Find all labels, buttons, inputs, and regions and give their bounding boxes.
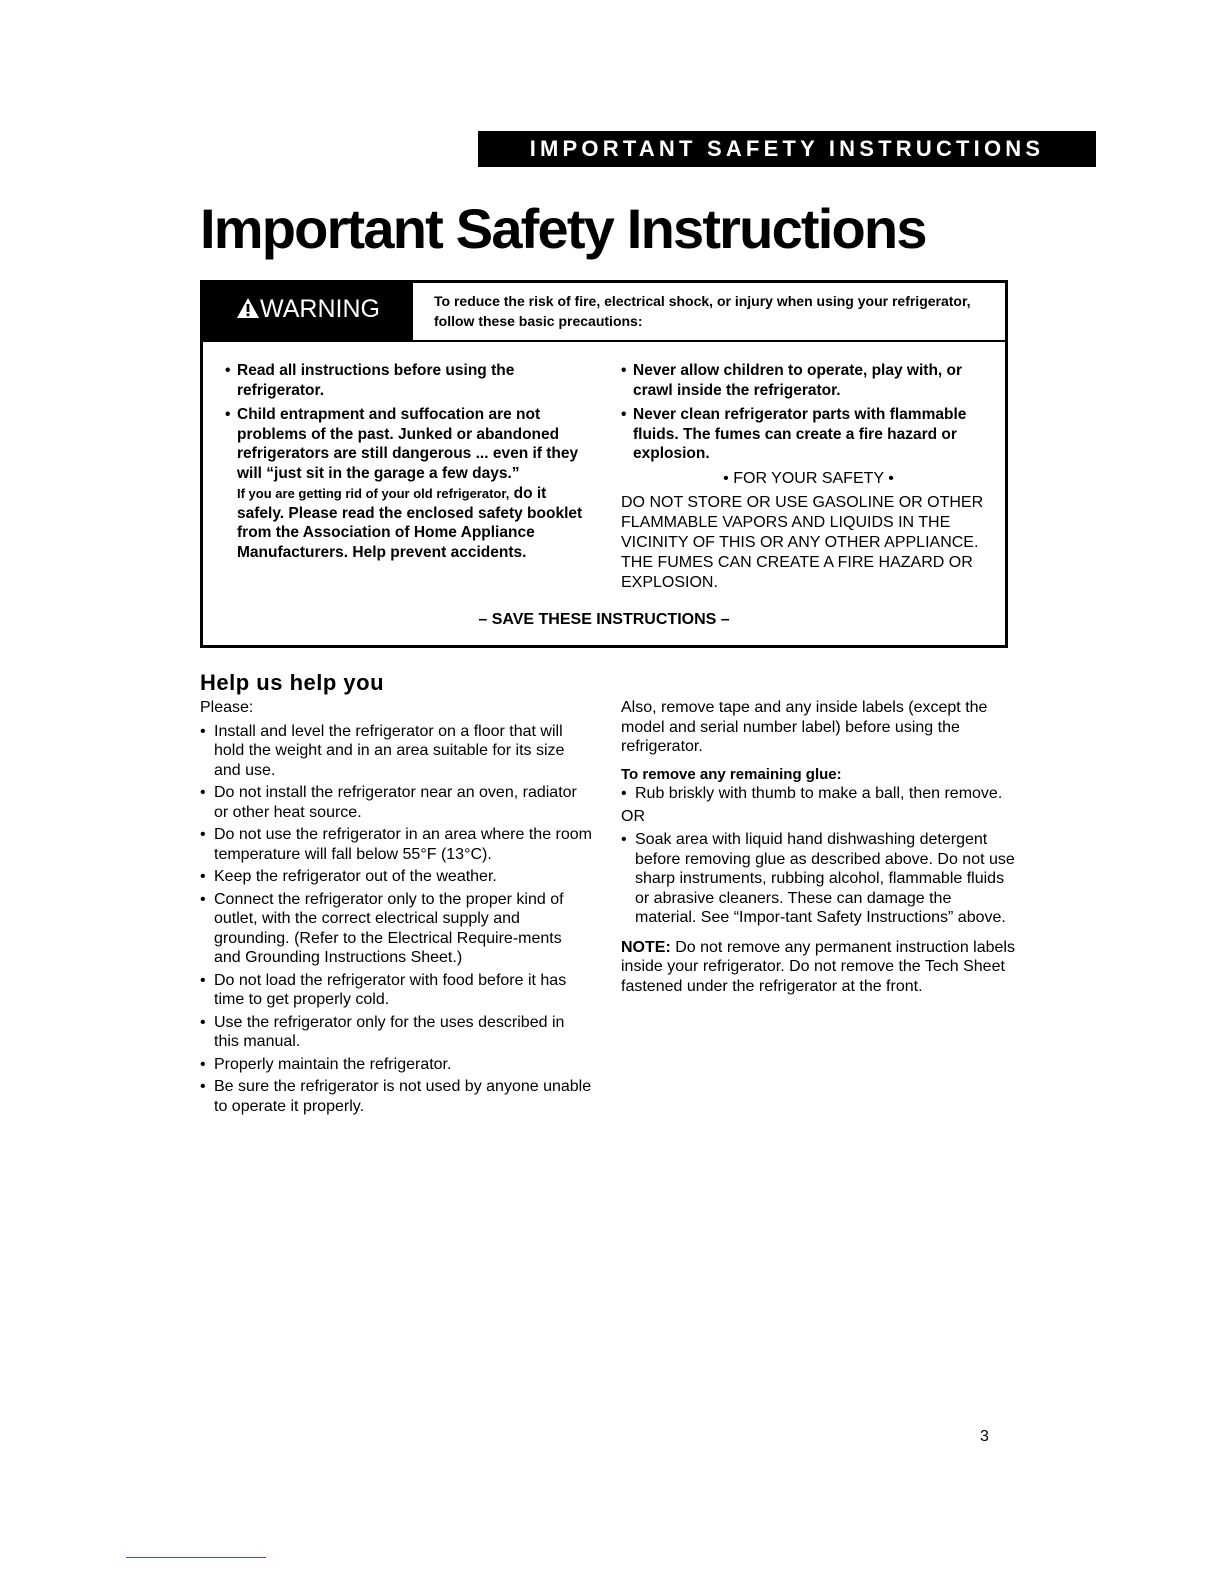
- list-item: • Soak area with liquid hand dishwashing detergent before removing glue as described above. Do not use sharp instruments, rubbing alcohol, flammable fluids or abrasive cleaners. These can damage the material. See “Impor-tant Safety Instructions” above.: [621, 830, 1016, 928]
- warning-item: • Read all instructions before using the refrigerator.: [225, 361, 595, 400]
- warning-label: [203, 283, 413, 340]
- help-left-column: [200, 698, 592, 1119]
- list-item: • Install and level the refrigerator on a floor that will hold the weight and in an area suitable for its size and use.: [200, 722, 592, 781]
- footer-rule: [126, 1557, 266, 1558]
- for-your-safety-heading: • FOR YOUR SAFETY •: [723, 469, 894, 487]
- list-item: • Keep the refrigerator out of the weather.: [200, 867, 592, 887]
- save-instructions: – SAVE THESE INSTRUCTIONS –: [478, 611, 730, 628]
- warning-intro: To reduce the risk of fire, electrical shock, or injury when using your refrigerator, follow these basic precautions:: [434, 293, 971, 329]
- note-paragraph: [621, 938, 1016, 997]
- warning-left-column: [225, 361, 595, 567]
- list-item: • Properly maintain the refrigerator.: [200, 1055, 592, 1075]
- warning-label-text: WARNING: [260, 295, 380, 323]
- section-header-bar: IMPORTANT SAFETY INSTRUCTIONS: [478, 131, 1096, 167]
- list-item: • Connect the refrigerator only to the proper kind of outlet, with the correct electrical supply and grounding. (Refer to the Electrical Require-ments and Grounding Instructions Sheet.): [200, 890, 592, 968]
- safety-warning-text: DO NOT STORE OR USE GASOLINE OR OTHER FLAMMABLE VAPORS AND LIQUIDS IN THE VICINITY OF THIS OR ANY OTHER APPLIANCE. THE FUMES CAN CREATE A FIRE HAZARD OR EXPLOSION.: [621, 493, 984, 591]
- help-right-column: [621, 698, 1016, 1000]
- warning-item: • Child entrapment and suffocation are not problems of the past. Junked or abandoned refrigerators are still dangerous ... even if they will “just sit in the garage a few days.” If you are getting rid of your old refrigerator, do it safely. Please read the enclosed safety booklet from the Association of Home Appliance Manufacturers. Help prevent accidents.: [225, 405, 595, 562]
- labels-paragraph: Also, remove tape and any inside labels (except the model and serial number label) before using the refrigerator.: [621, 699, 988, 755]
- note-label: NOTE:: [621, 938, 671, 956]
- warning-box: [200, 280, 1008, 648]
- glue-heading: To remove any remaining glue:: [621, 765, 842, 783]
- warning-right-column: [621, 361, 996, 593]
- warning-item: • Never allow children to operate, play with, or crawl inside the refrigerator.: [621, 361, 996, 400]
- list-item: • Do not load the refrigerator with food before it has time to get properly cold.: [200, 971, 592, 1010]
- list-item: • Do not install the refrigerator near an oven, radiator or other heat source.: [200, 783, 592, 822]
- list-item: • Do not use the refrigerator in an area where the room temperature will fall below 55°F (13°C).: [200, 825, 592, 864]
- list-item: • Rub briskly with thumb to make a ball, then remove.: [621, 784, 1016, 804]
- please-label: Please:: [200, 699, 254, 716]
- warning-header: [203, 283, 1005, 342]
- warning-item: • Never clean refrigerator parts with flammable fluids. The fumes can create a fire hazard or explosion.: [621, 405, 996, 464]
- list-item: • Use the refrigerator only for the uses described in this manual.: [200, 1013, 592, 1052]
- or-label: OR: [621, 807, 645, 825]
- warning-item-continued: If you are getting rid of your old refrigerator, do it safely. Please read the enclosed safety booklet from the Association of Home Appliance Manufacturers. Help prevent accidents.: [237, 485, 583, 561]
- warning-triangle-icon: [236, 297, 260, 319]
- page-title: Important Safety Instructions: [200, 197, 926, 260]
- note-text: Do not remove any permanent instruction labels inside your refrigerator. Do not remove the Tech Sheet fastened under the refrigerator at the front.: [621, 938, 1015, 995]
- page-number: 3: [980, 1428, 989, 1445]
- list-item: • Be sure the refrigerator is not used by anyone unable to operate it properly.: [200, 1077, 592, 1116]
- help-heading: Help us help you: [200, 670, 385, 695]
